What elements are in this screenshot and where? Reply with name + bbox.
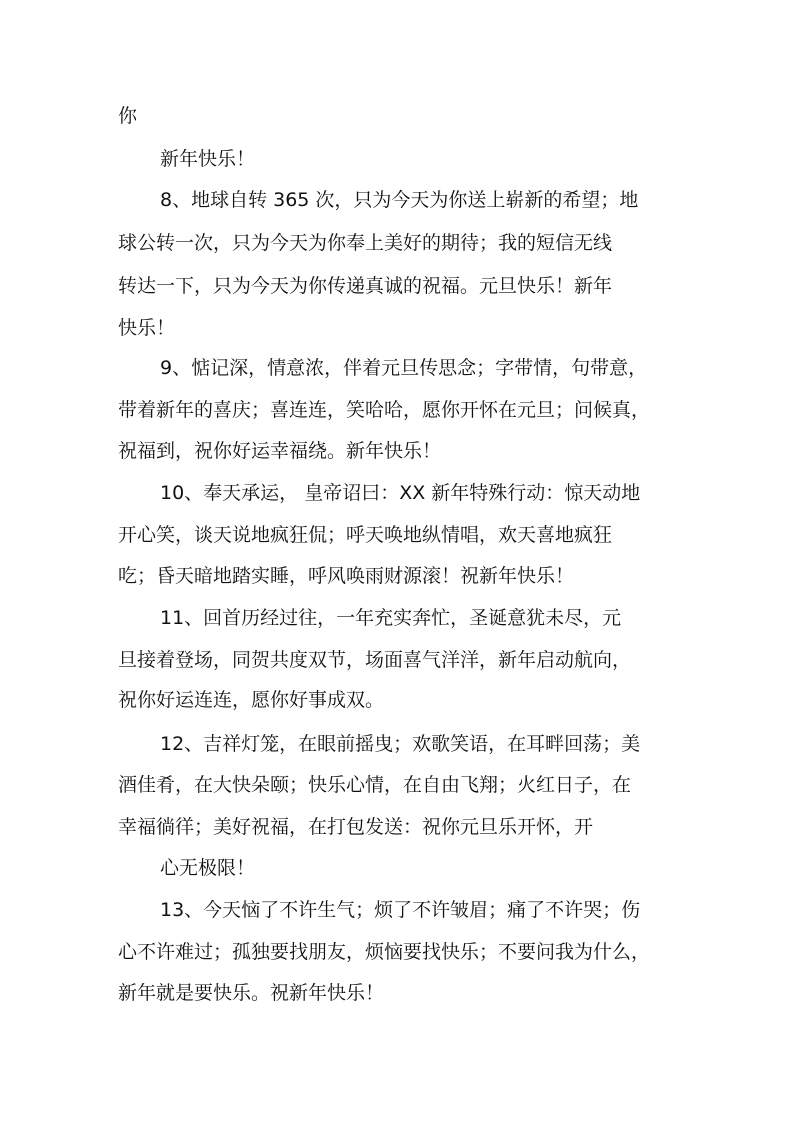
text-line-5: 转达一下，只为今天为你传递真诚的祝福。元旦快乐！新年 <box>118 275 613 297</box>
text-line-15: 祝你好运连连，愿你好事成双。 <box>118 689 385 711</box>
text-line-21: 心不许难过；孤独要找朋友，烦恼要找快乐；不要问我为什么， <box>118 941 651 963</box>
text-line-22: 新年就是要快乐。祝新年快乐！ <box>118 982 385 1004</box>
text-line-18: 幸福徜徉；美好祝福，在打包发送：祝你元旦乐开怀，开 <box>118 816 594 838</box>
text-line-9: 祝福到，祝你好运幸福绕。新年快乐！ <box>118 440 442 462</box>
text-line-6: 快乐！ <box>118 317 176 339</box>
text-line-20: 13、今天恼了不许生气；烦了不许皱眉；痛了不许哭；伤 <box>160 899 641 921</box>
text-line-10: 10、奉天承运， 皇帝诏曰：XX 新年特殊行动：惊天动地 <box>160 482 641 504</box>
text-line-16: 12、吉祥灯笼，在眼前摇曳；欢歌笑语，在耳畔回荡；美 <box>160 733 641 755</box>
text-line-2: 新年快乐！ <box>160 148 256 170</box>
text-line-13: 11、回首历经过往，一年充实奔忙，圣诞意犹未尽，元 <box>160 607 622 629</box>
text-line-3: 8、地球自转 365 次，只为今天为你送上崭新的希望；地 <box>160 189 639 211</box>
text-line-17: 酒佳肴，在大快朵颐；快乐心情，在自由飞翔；火红日子，在 <box>118 774 632 796</box>
text-line-19: 心无极限！ <box>160 857 256 879</box>
text-line-4: 球公转一次，只为今天为你奉上美好的期待；我的短信无线 <box>118 232 613 254</box>
text-line-12: 吃；昏天暗地踏实睡，呼风唤雨财源滚！祝新年快乐！ <box>118 565 575 587</box>
text-line-11: 开心笑，谈天说地疯狂侃；呼天唤地纵情唱，欢天喜地疯狂 <box>118 524 613 546</box>
text-line-14: 旦接着登场，同贺共度双节，场面喜气洋洋，新年启动航向， <box>118 649 632 671</box>
text-line-7: 9、惦记深，情意浓，伴着元旦传思念；字带情，句带意， <box>160 357 648 379</box>
text-line-1: 你 <box>118 105 138 127</box>
text-line-8: 带着新年的喜庆；喜连连，笑哈哈，愿你开怀在元旦；问候真， <box>118 399 651 421</box>
